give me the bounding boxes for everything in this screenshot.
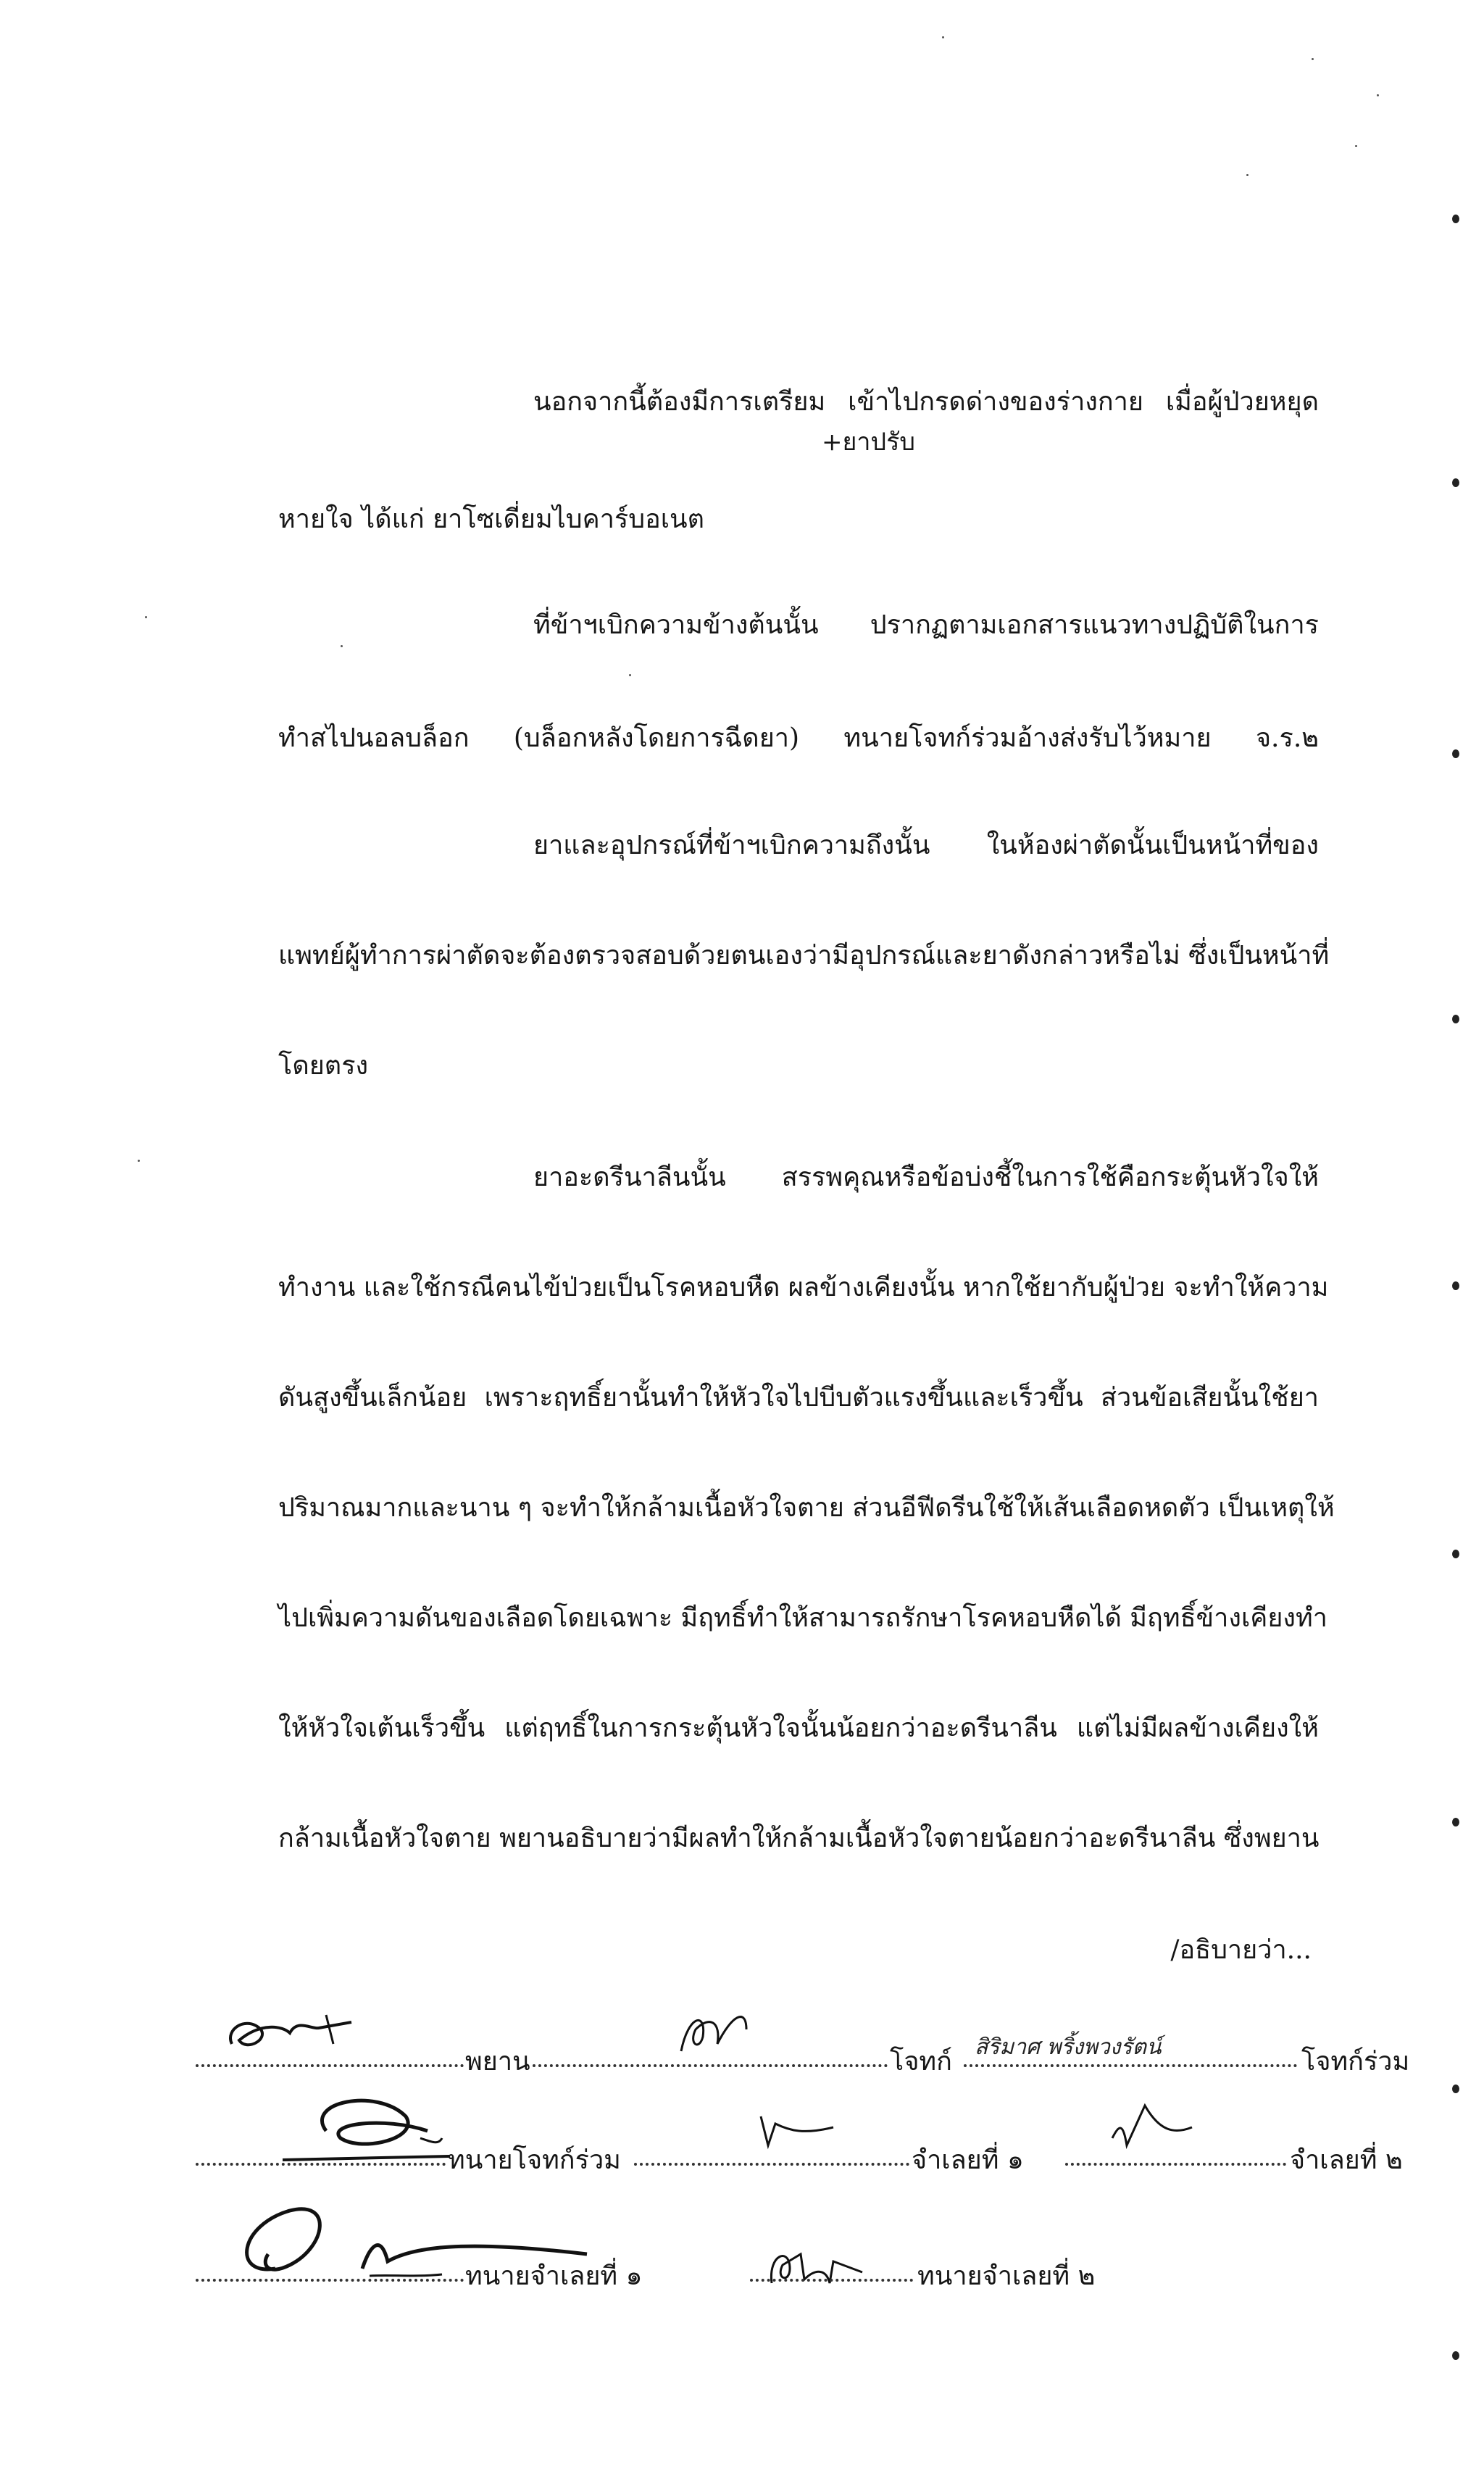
defendant1-lawyer-sign-line [196, 2279, 464, 2282]
para4-line7: กล้ามเนื้อหัวใจตาย พยานอธิบายว่ามีผลทำให้กล้ามเนื้อหัวใจตายน้อยกว่าอะดรีนาลีน ซึ่งพยาน [278, 1824, 1320, 1853]
plaintiff-handwritten-name: สิริมาศ พริ้งพวงรัตน์ [975, 2034, 1162, 2060]
binding-hole-mark [1452, 1015, 1459, 1023]
signature-row-2 [0, 2087, 1484, 2174]
para4-line3: ดันสูงขึ้นเล็กน้อย เพราะฤทธิ์ยานั้นทำให้หัวใจไปบีบตัวแรงขึ้นและเร็วขึ้น ส่วนข้อเสียนั้นใช้ยา [278, 1383, 1319, 1413]
scan-speck [1246, 174, 1249, 176]
plaintiff-sign-line [533, 2064, 888, 2067]
binding-hole-mark [1452, 215, 1459, 223]
binding-hole-mark [1452, 1550, 1459, 1558]
defendant2-lawyer-label: ทนายจำเลยที่ ๒ [917, 2261, 1096, 2291]
para4-line5: ไปเพิ่มความดันของเลือดโดยเฉพาะ มีฤทธิ์ทำให้สามารถรักษาโรคหอบหืดได้ มีฤทธิ์ข้างเคียงทำ [278, 1603, 1327, 1633]
binding-hole-mark [1452, 1818, 1459, 1826]
para2-line1: ที่ข้าฯเบิกความข้างต้นนั้น ปรากฏตามเอกสารแนวทางปฏิบัติในการ [533, 610, 1319, 640]
para3-line3: โดยตรง [278, 1051, 369, 1081]
plaintiff-label: โจทก์ [890, 2047, 952, 2077]
para1-line2: หายใจ ได้แก่ ยาโซเดี่ยมไบคาร์บอเนต [278, 504, 705, 534]
joint-plaintiff-label: โจทก์ร่วม [1301, 2047, 1410, 2077]
witness-sign-line [196, 2064, 464, 2067]
joint-plaintiff-lawyer-label: ทนายโจทก์ร่วม [448, 2145, 621, 2175]
joint-plaintiff-sign-line [964, 2064, 1297, 2067]
defendant2-label: จำเลยที่ ๒ [1290, 2145, 1403, 2175]
defendant1-signature [754, 2102, 841, 2153]
correction-text: ยาปรับ [842, 428, 915, 457]
defendant2-signature [1101, 2095, 1196, 2153]
witness-signature [217, 2000, 362, 2058]
signature-row-1 [0, 2000, 1484, 2087]
para4-line1: ยาอะดรีนาลีนนั้น สรรพคุณหรือข้อบ่งชี้ในการใช้คือกระตุ้นหัวใจให้ [533, 1163, 1319, 1192]
para4-line2: ทำงาน และใช้กรณีคนไข้ป่วยเป็นโรคหอบหืด ผลข้างเคียงนั้น หากใช้ยากับผู้ป่วย จะทำให้ความ [278, 1273, 1329, 1302]
witness-label: พยาน [465, 2047, 530, 2077]
scan-speck [1355, 145, 1357, 147]
handwritten-correction [822, 426, 915, 458]
defendant1-label: จำเลยที่ ๑ [912, 2145, 1024, 2175]
binding-hole-mark [1452, 1281, 1459, 1290]
scan-speck [942, 36, 944, 38]
signature-row-3 [0, 2196, 1484, 2291]
correction-caret-icon: + [822, 428, 843, 457]
para2-line2: ทำสไปนอลบล็อก (บล็อกหลังโดยการฉีดยา) ทนายโจทก์ร่วมอ้างส่งรับไว้หมาย จ.ร.๒ [278, 723, 1319, 753]
defendant2-lawyer-sign-line [750, 2279, 913, 2282]
scan-speck [629, 674, 631, 676]
para3-line1: ยาและอุปกรณ์ที่ข้าฯเบิกความถึงนั้น ในห้องผ่าตัดนั้นเป็นหน้าที่ของ [533, 831, 1319, 860]
scan-speck [145, 616, 147, 618]
binding-hole-mark [1452, 749, 1459, 758]
scan-speck [341, 645, 343, 647]
scan-speck [1377, 94, 1379, 96]
para4-line4: ปริมาณมากและนาน ๆ จะทำให้กล้ามเนื้อหัวใจตาย ส่วนอีฟีดรีนใช้ให้เส้นเลือดหดตัว เป็นเหตุให้ [278, 1493, 1335, 1523]
plaintiff-initial-signature [667, 2000, 768, 2058]
binding-hole-mark [1452, 478, 1459, 487]
joint-plaintiff-lawyer-sign-line [196, 2163, 446, 2166]
binding-hole-mark [1452, 2351, 1459, 2360]
defendant2-lawyer-signature [761, 2240, 870, 2290]
para1-line1: นอกจากนี้ต้องมีการเตรียม เข้าไปกรดด่างของร่างกาย เมื่อผู้ป่วยหยุด [533, 387, 1319, 417]
continuation-note: /อธิบายว่า... [1170, 1935, 1312, 1965]
scan-speck [138, 1160, 140, 1162]
para4-line6: ให้หัวใจเต้นเร็วขึ้น แต่ฤทธิ์ในการกระตุ้นหัวใจนั้นน้อยกว่าอะดรีนาลีน แต่ไม่มีผลข้างเคียงให้ [278, 1713, 1319, 1743]
defendant2-sign-line [1065, 2163, 1286, 2166]
defendant1-lawyer-label: ทนายจำเลยที่ ๑ [465, 2261, 643, 2291]
binding-hole-mark [1452, 2085, 1459, 2093]
joint-plaintiff-lawyer-signature [275, 2087, 464, 2167]
defendant1-sign-line [634, 2163, 909, 2166]
para3-line2: แพทย์ผู้ทำการผ่าตัดจะต้องตรวจสอบด้วยตนเองว่ามีอุปกรณ์และยาดังกล่าวหรือไม่ ซึ่งเป็นหน้าที่ [278, 941, 1330, 971]
scan-speck [1312, 58, 1314, 60]
